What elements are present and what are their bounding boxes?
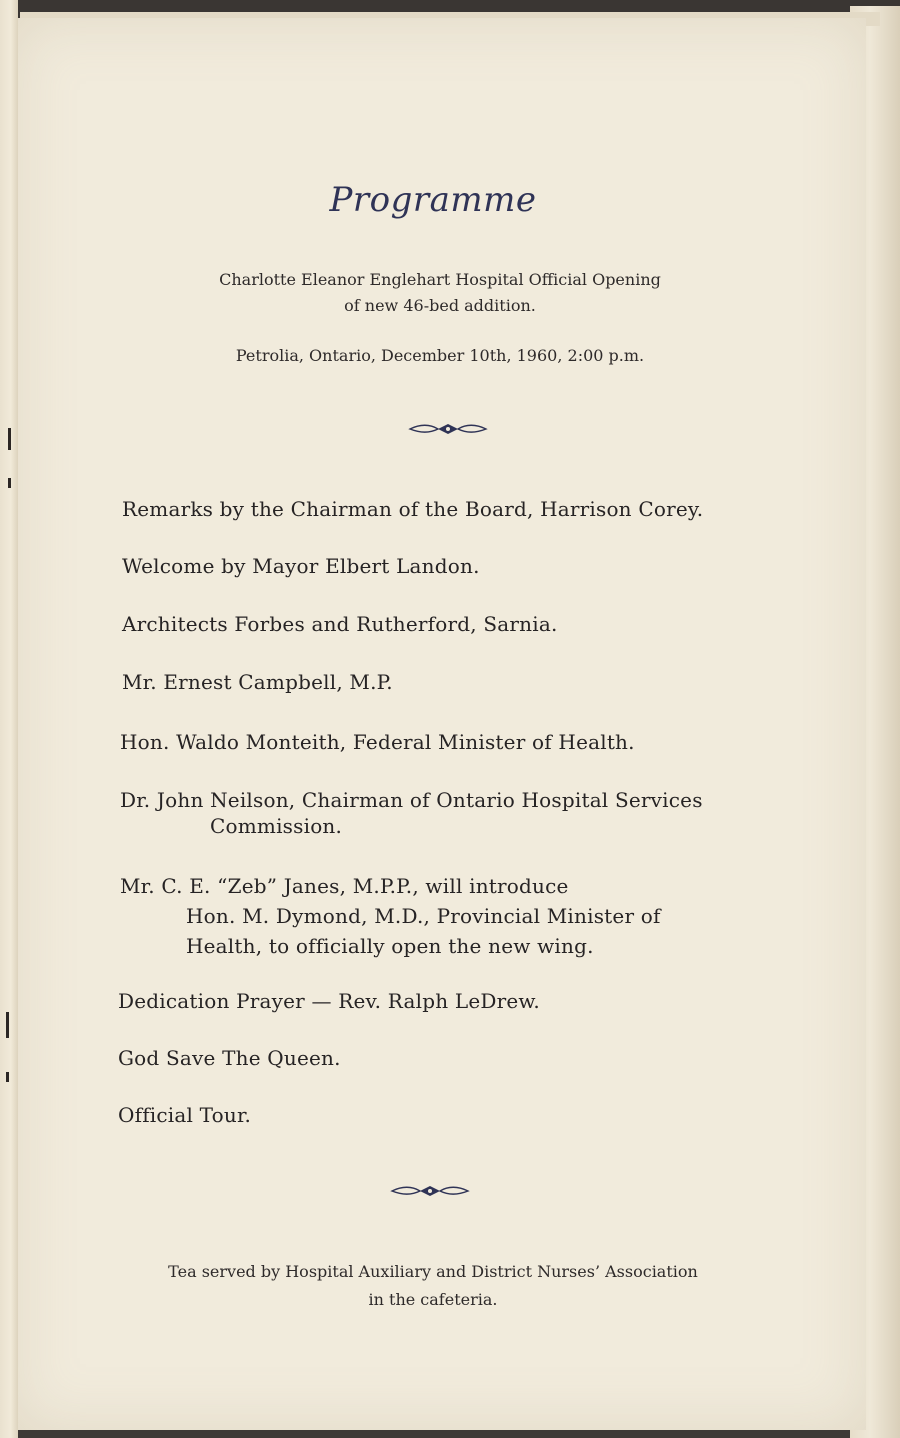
tea-note-line1: Tea served by Hospital Auxiliary and District Nurses’ Association (168, 1262, 698, 1281)
binding-mark (6, 1072, 9, 1082)
programme-item-dymond: Hon. M. Dymond, M.D., Provincial Minister of (186, 904, 661, 928)
page-title: Programme (329, 180, 537, 220)
programme-item-janes: Mr. C. E. “Zeb” Janes, M.P.P., will introduce (120, 874, 569, 898)
programme-item-mayor-welcome: Welcome by Mayor Elbert Landon. (122, 554, 480, 578)
binding-mark (6, 1012, 9, 1038)
binding-mark (8, 478, 11, 488)
programme-item-chairman-remarks: Remarks by the Chairman of the Board, Harrison Corey. (122, 497, 704, 521)
event-date-location: Petrolia, Ontario, December 10th, 1960, 2:00 p.m. (235, 346, 645, 365)
programme-item-tour: Official Tour. (118, 1103, 252, 1127)
programme-item-dymond-cont: Health, to officially open the new wing. (186, 934, 594, 958)
programme-item-monteith: Hon. Waldo Monteith, Federal Minister of Health. (120, 730, 635, 754)
programme-item-neilson-cont: Commission. (210, 814, 343, 838)
ornament-divider-icon (390, 1184, 470, 1198)
ornament-divider-icon (408, 422, 488, 436)
event-name-line1: Charlotte Eleanor Englehart Hospital Official Opening (219, 270, 661, 289)
binding-mark (8, 428, 11, 450)
programme-item-campbell: Mr. Ernest Campbell, M.P. (122, 670, 393, 694)
programme-sheet (14, 18, 866, 1430)
programme-item-neilson: Dr. John Neilson, Chairman of Ontario Hospital Services (120, 788, 703, 812)
programme-item-anthem: God Save The Queen. (118, 1046, 341, 1070)
programme-item-architects: Architects Forbes and Rutherford, Sarnia. (122, 612, 558, 636)
programme-item-dedication-prayer: Dedication Prayer — Rev. Ralph LeDrew. (118, 989, 540, 1013)
tea-note-line2: in the cafeteria. (368, 1290, 498, 1309)
event-name-line2: of new 46-bed addition. (344, 296, 536, 315)
